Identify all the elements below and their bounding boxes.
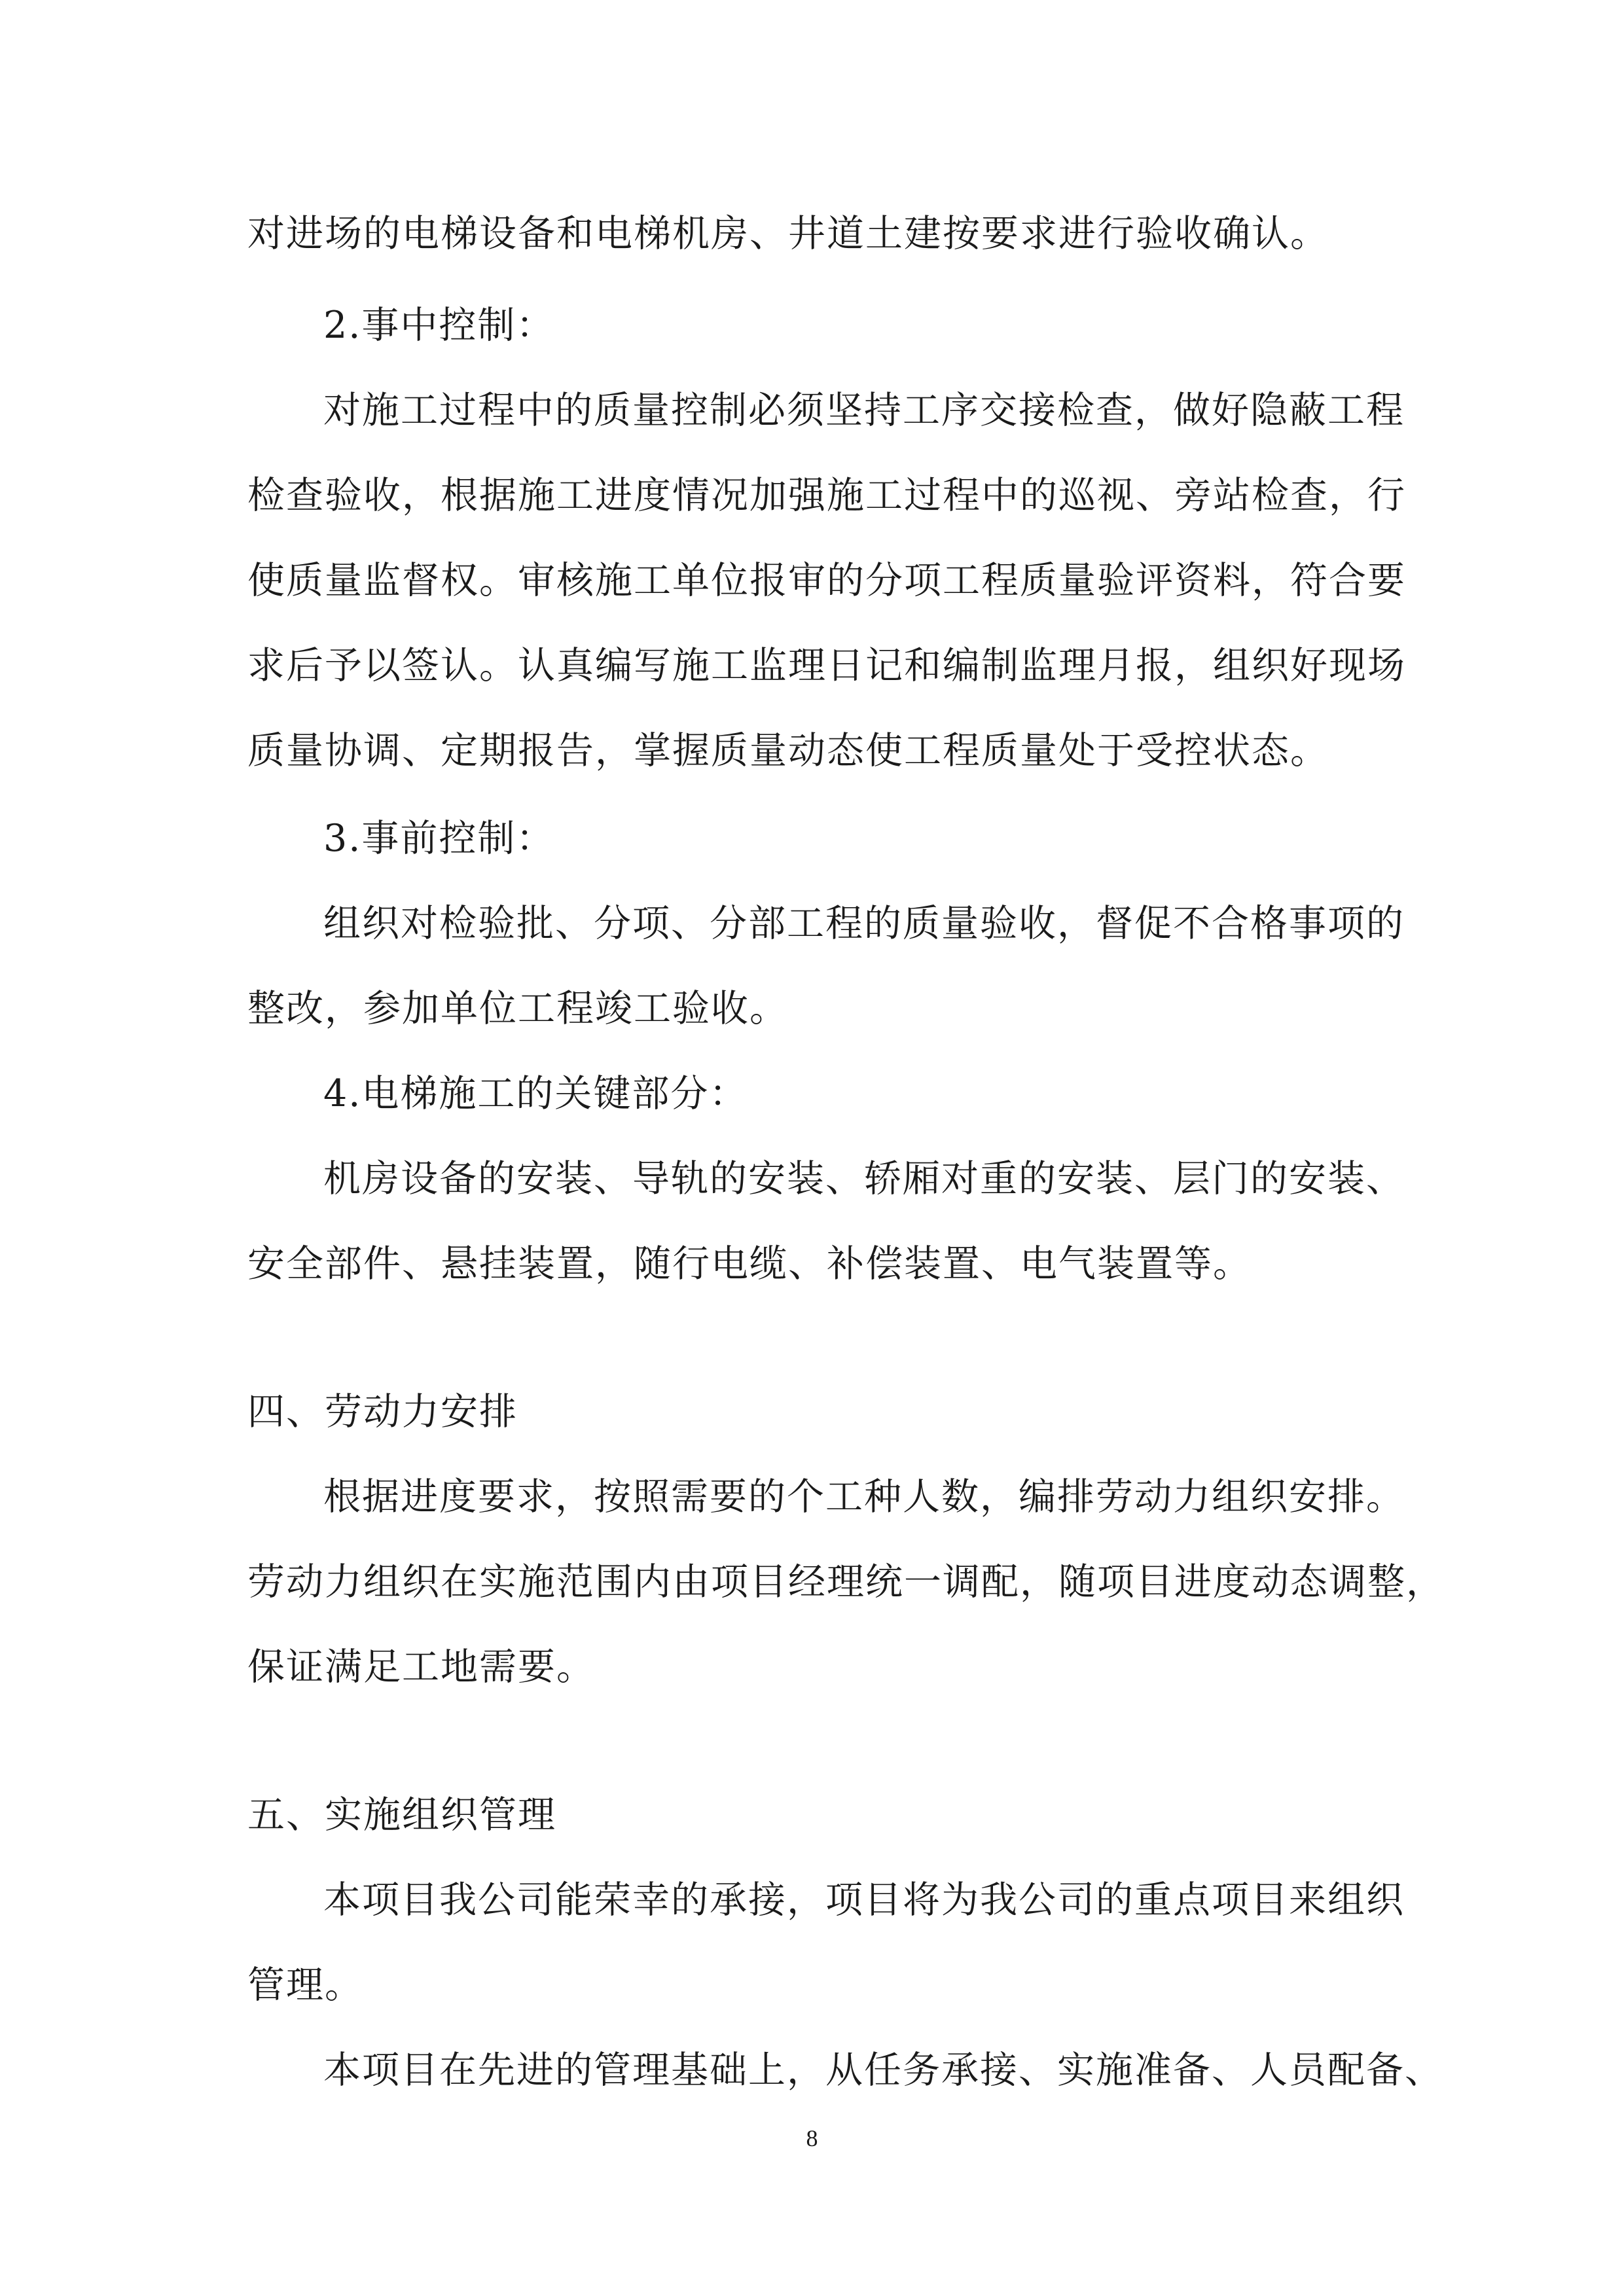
paragraph-line: 整改，参加单位工程竣工验收。 xyxy=(247,987,788,1030)
paragraph-line: 根据进度要求，按照需要的个工种人数，编排劳动力组织安排。 xyxy=(323,1475,1405,1518)
paragraph-line: 安全部件、悬挂装置，随行电缆、补偿装置、电气装置等。 xyxy=(247,1242,1252,1285)
paragraph-line: 机房设备的安装、导轨的安装、轿厢对重的安装、层门的安装、 xyxy=(323,1157,1405,1200)
paragraph-line: 对施工过程中的质量控制必须坚持工序交接检查，做好隐蔽工程 xyxy=(323,389,1405,432)
section-heading-labor: 四、劳动力安排 xyxy=(247,1390,518,1433)
subheading-key-parts: 4.电梯施工的关键部分： xyxy=(323,1072,748,1115)
paragraph-line: 质量协调、定期报告，掌握质量动态使工程质量处于受控状态。 xyxy=(247,729,1329,772)
paragraph-line: 求后予以签认。认真编写施工监理日记和编制监理月报，组织好现场 xyxy=(247,644,1406,687)
paragraph-line: 本项目在先进的管理基础上，从任务承接、实施准备、人员配备、 xyxy=(323,2049,1443,2092)
subheading-in-process-control: 2.事中控制： xyxy=(323,304,555,347)
paragraph-line: 本项目我公司能荣幸的承接，项目将为我公司的重点项目来组织 xyxy=(323,1878,1405,1922)
paragraph-line: 对进场的电梯设备和电梯机房、井道土建按要求进行验收确认。 xyxy=(247,212,1329,255)
paragraph-line: 检查验收，根据施工进度情况加强施工过程中的巡视、旁站检查，行 xyxy=(247,474,1406,517)
paragraph-line: 组织对检验批、分项、分部工程的质量验收，督促不合格事项的 xyxy=(323,902,1405,945)
paragraph-line: 劳动力组织在实施范围内由项目经理统一调配，随项目进度动态调整， xyxy=(247,1560,1445,1604)
paragraph-line: 使质量监督权。审核施工单位报审的分项工程质量验评资料，符合要 xyxy=(247,559,1406,602)
page-number: 8 xyxy=(806,2125,818,2151)
paragraph-line: 保证满足工地需要。 xyxy=(247,1645,595,1689)
paragraph-line: 管理。 xyxy=(247,1964,363,2007)
section-heading-management: 五、实施组织管理 xyxy=(247,1793,556,1837)
subheading-pre-control: 3.事前控制： xyxy=(323,817,555,860)
